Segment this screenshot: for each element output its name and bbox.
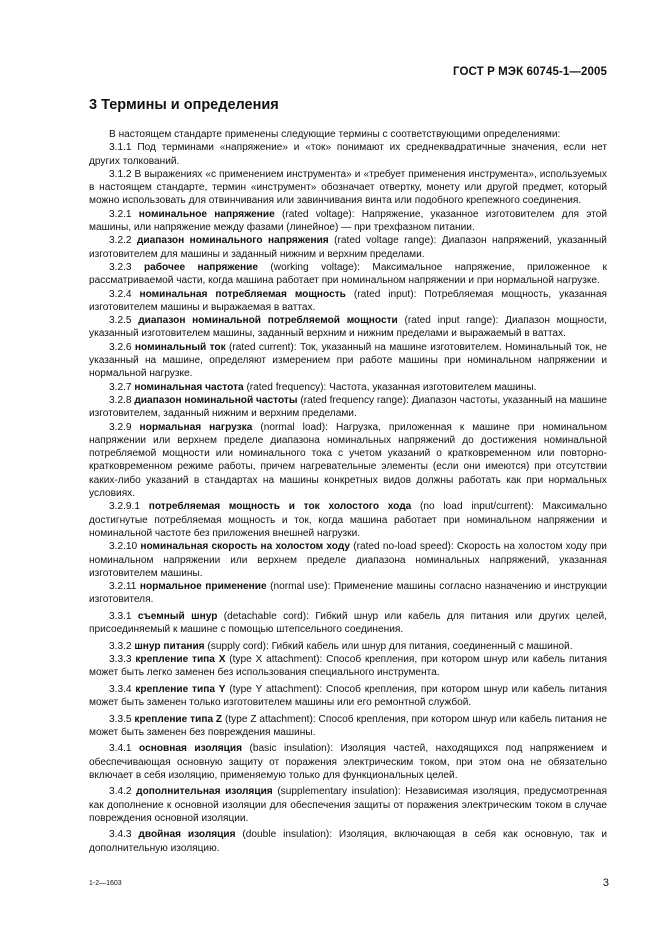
clause-number: 3.3.2 (109, 640, 132, 652)
term-paragraph (89, 540, 607, 580)
term-paragraph (89, 580, 607, 607)
clause-number: 3.2.10 (109, 541, 138, 553)
term-definition: (supplementary insulation): Независимая изоляция, предусмотренная как дополнение к основной изоляции для обеспечения защиты от поражения электрическим током в случае повреждения основной изоляции. (89, 786, 607, 824)
print-code: 1-2—1603 (89, 880, 122, 887)
term-paragraph (89, 713, 607, 740)
term-name: номинальный ток (134, 341, 226, 353)
term-name: потребляемая мощность и ток холостого хода (148, 501, 412, 513)
term-name: диапазон номинальной потребляемой мощности (138, 315, 398, 327)
term-paragraph (89, 683, 607, 710)
clause-number: 3.2.7 (109, 381, 132, 393)
term-definition: (type X attachment): Способ крепления, при котором шнур или кабель питания может быть легко заменен без использования специального инструмента. (89, 653, 607, 679)
term-definition: (no load input/current): Максимально достигнутые потребляемая мощность и ток, когда машина работает при номинальном напряжении и номинальной частоте без приложения внешней нагрузки. (89, 501, 607, 539)
clause-number: 3.2.5 (109, 315, 132, 327)
clause-number: 3.2.8 (109, 394, 132, 406)
clause-number: 3.3.3 (109, 653, 132, 665)
clause-number: 3.4.1 (109, 743, 132, 755)
clause-number: 3.2.11 (109, 581, 137, 593)
clause-number: 3.1.2 (109, 168, 132, 180)
term-paragraph (89, 653, 607, 680)
term-paragraph (89, 500, 607, 540)
document-standard-header: ГОСТ Р МЭК 60745-1—2005 (453, 66, 607, 78)
term-paragraph (89, 828, 607, 855)
term-definition: (rated frequency range): Диапазон частоты, указанный на машине изготовителем, заданный нижним и верхним пределами. (89, 394, 608, 420)
term-definition: (type Y attachment): Способ крепления, при котором шнур или кабель питания может быть заменен только изготовителем машины или его ремонтной службой. (89, 683, 607, 709)
clause-number: 3.2.1 (109, 208, 132, 220)
term-paragraph (89, 394, 607, 421)
term-paragraph (89, 421, 607, 501)
term-paragraph (89, 742, 607, 782)
term-definition: (rated no-load speed): Скорость на холостом ходу при номинальном напряжении или верхнем пределе диапазона номинальных напряжений, указанная изготовителем машины. (89, 541, 607, 579)
term-name: шнур питания (134, 640, 205, 652)
term-paragraph (89, 610, 607, 637)
term-definition: (rated frequency): Частота, указанная изготовителем машины. (246, 381, 537, 393)
term-name: номинальная потребляемая мощность (139, 288, 346, 300)
term-name: диапазон номинальной частоты (134, 394, 298, 406)
term-paragraph (89, 288, 607, 315)
term-definition: (detachable cord): Гибкий шнур или кабель для питания или других целей, присоединяемый к машине с помощью штепсельного соединения. (89, 610, 607, 636)
page-number: 3 (602, 877, 609, 889)
clause-number: 3.2.9.1 (109, 501, 140, 513)
term-name: нормальная нагрузка (139, 421, 253, 433)
term-paragraph (89, 314, 607, 341)
clause-number: 3.3.4 (109, 683, 132, 695)
term-definition: (rated input range): Диапазон мощности, указанный изготовителем машины, заданный верхним и нижним пределами и выражаемый в ваттах. (89, 315, 607, 340)
term-definition: (rated voltage range): Диапазон напряжений, указанный изготовителем для машины и заданный нижним и верхним пределами. (89, 235, 607, 260)
term-definition: (double insulation): Изоляция, включающая в себя как основную, так и дополнительную изоляцию. (89, 829, 607, 854)
clause-number: 3.2.3 (109, 261, 132, 273)
term-name: рабочее напряжение (143, 261, 258, 273)
clause-number: 3.3.5 (109, 713, 132, 725)
clause-text: В выражениях «с применением инструмента» и «требует применения инструмента», используемых в настоящем стандарте, термин «инструмент» обозначает отвертку, монету или другой предмет, который можно использовать для отвинчивания или завинчивания винта или подобного крепежного соединения. (89, 168, 607, 207)
term-name: дополнительная изоляция (136, 786, 273, 798)
term-paragraph (89, 640, 607, 653)
clause-number: 3.2.9 (109, 421, 132, 433)
term-paragraph (89, 208, 607, 235)
term-definition: (rated current): Ток, указанный на машине изготовителем. Номинальный ток, не указанный на машине, определяют измерением при работе машины при номинальном напряжении и нормальной нагрузке. (89, 341, 607, 380)
term-definition: (basic insulation): Изоляция частей, находящихся под напряжением и обеспечивающая основную защиту от поражения электрическим током, при этом она не обязательно включает в себя изоляцию, применяемую только для функциональных целей. (89, 743, 607, 781)
term-definition: (type Z attachment): Способ крепления, при котором шнур или кабель питания не может быть заменен без повреждения машины. (89, 713, 607, 738)
section-content (89, 128, 607, 855)
term-paragraph (89, 381, 607, 394)
term-name: номинальная скорость на холостом ходу (140, 541, 350, 553)
clause-text: Под терминами «напряжение» и «ток» понимают их среднеквадратичные значения, если нет других толкований. (89, 142, 607, 167)
clause-number: 3.2.4 (109, 288, 132, 300)
term-definition: (normal load): Нагрузка, приложенная к машине при номинальном напряжении или верхнем пределе диапазона номинальных напряжений до достижения номинальной потребляемой мощности или номинального тока с учетом указаний о кратковременном или повторно-кратковременном режиме работы, причем нагревательные элементы (если они имеются) при отсутствии каких-либо указаний в стандартах на машины конкретных видов должны работать как при нормальных условиях. (89, 421, 607, 500)
intro-paragraph: В настоящем стандарте применены следующие термины с соответствующими определениями: (109, 129, 561, 140)
section-title: 3 Термины и определения (89, 97, 279, 113)
term-name: крепление типа X (135, 653, 226, 665)
clause-number: 3.2.6 (109, 341, 132, 353)
clause-number: 3.4.3 (109, 829, 132, 841)
term-name: диапазон номинального напряжения (136, 235, 329, 247)
term-paragraph (89, 261, 607, 288)
term-paragraph (89, 141, 607, 168)
term-definition: (normal use): Применение машины согласно назначению и инструкции изготовителя. (89, 581, 607, 606)
term-name: съемный шнур (137, 610, 218, 622)
term-paragraph (89, 234, 607, 261)
term-name: двойная изоляция (138, 829, 236, 841)
term-definition: (rated voltage): Напряжение, указанное изготовителем для этой машины, или напряжение между фазами (линейное) — при трехфазном питании. (89, 208, 607, 234)
term-name: номинальное напряжение (138, 208, 275, 220)
clause-number: 3.1.1 (109, 142, 132, 154)
term-definition: (working voltage): Максимальное напряжение, приложенное к рассматриваемой части, когда машина работает при номинальном напряжении и при нормальной нагрузке. (89, 261, 607, 287)
term-name: основная изоляция (139, 743, 243, 755)
term-name: номинальная частота (134, 381, 244, 393)
term-definition: (rated input): Потребляемая мощность, указанная изготовителем машины и выражаемая в ваттах. (89, 288, 607, 313)
term-paragraph (89, 168, 607, 208)
clause-number: 3.3.1 (109, 610, 132, 622)
term-definition: (supply cord): Гибкий кабель или шнур для питания, соединенный с машиной. (207, 640, 573, 652)
term-name: нормальное применение (139, 581, 267, 593)
term-name: крепление типа Y (135, 683, 226, 695)
clause-number: 3.2.2 (109, 235, 132, 247)
term-paragraph (89, 341, 607, 381)
term-paragraph (89, 785, 607, 825)
term-name: крепление типа Z (134, 713, 223, 725)
clause-number: 3.4.2 (109, 786, 132, 798)
